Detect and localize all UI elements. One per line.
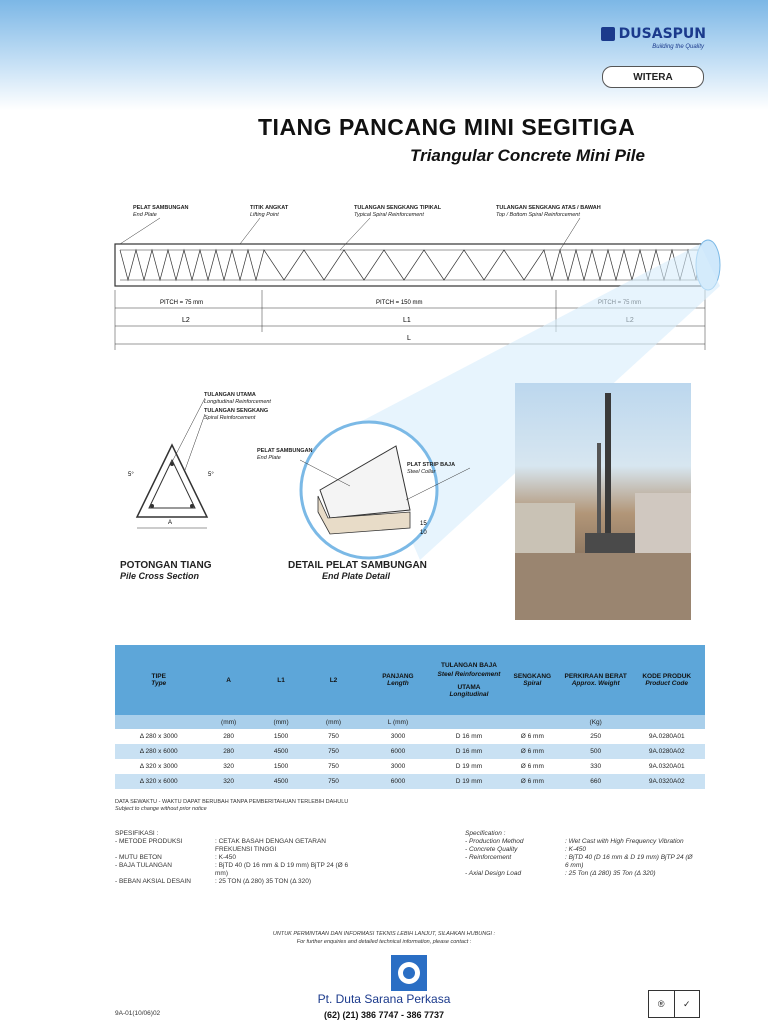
label-typical-spiral: TULANGAN SENGKANG TIPIKAL Typical Spiral Reinforcement — [354, 205, 442, 218]
table-row: Δ 320 x 6000 320 4500 750 6000 D 19 mm Ø 6 mm 660 9A.0320A02 — [115, 774, 705, 789]
dim-left: 5° — [128, 472, 134, 478]
site-photo — [515, 383, 691, 620]
check-icon: ✓ — [682, 998, 691, 1009]
th-length: PANJANG Length — [360, 645, 436, 715]
dim-l: L — [407, 335, 411, 342]
th-longitudinal: TULANGAN BAJA Steel Reinforcement UTAMA Longitudinal — [436, 645, 502, 715]
spec-id-title: SPESIFIKASI : — [115, 830, 159, 837]
page-subtitle: Triangular Concrete Mini Pile — [410, 146, 645, 165]
spec-en-row: - Concrete Quality : K-450 — [465, 846, 586, 853]
brand-name: DUSASPUN — [618, 26, 706, 42]
spec-indonesian — [115, 830, 355, 886]
th-weight: PERKIRAAN BERAT Approx. Weight — [563, 645, 629, 715]
spec-english — [465, 830, 695, 878]
table-row: Δ 280 x 3000 280 1500 750 3000 D 16 mm Ø 6 mm 250 9A.0280A01 — [115, 729, 705, 744]
table-row: Δ 280 x 6000 280 4500 750 6000 D 16 mm Ø 6 mm 500 9A.0280A02 — [115, 744, 705, 759]
spec-en-title: Specification : — [465, 830, 506, 837]
spec-id-row: - MUTU BETON : K-450 — [115, 854, 236, 861]
cross-section-inner — [149, 460, 195, 508]
certification-badges — [648, 990, 700, 1018]
th-spiral: SENGKANG Spiral — [502, 645, 563, 715]
dim-right: 5° — [208, 472, 214, 478]
dim-l1: L1 — [403, 317, 411, 324]
th-l2: L2 — [307, 645, 359, 715]
pitch-left: PITCH = 75 mm — [160, 300, 204, 306]
label-longitudinal: TULANGAN UTAMA Longitudinal Reinforcement — [204, 392, 271, 405]
company-name: Pt. Duta Sarana Perkasa — [317, 992, 451, 1006]
dim-a: A — [168, 520, 173, 526]
dim-l2-left: L2 — [182, 317, 190, 324]
company-phone: (62) (21) 386 7747 - 386 7737 — [323, 1010, 445, 1020]
label-steel-collar: PLAT STRIP BAJA Steel Collar — [407, 462, 456, 475]
product-table — [115, 645, 705, 789]
witera-logo: WITERA — [602, 66, 704, 88]
spec-en-row: - Reinforcement : BjTD 40 (D 16 mm & D 19 mm) BjTP 24 (Ø 6 mm) — [465, 854, 693, 869]
spec-en-row: - Axial Design Load : 25 Ton (Δ 280) 35 Ton (Δ 320) — [465, 870, 656, 877]
registered-icon: ® — [649, 991, 675, 1017]
company-logo-icon — [391, 955, 427, 991]
th-l1: L1 — [255, 645, 307, 715]
spec-id-row: - BEBAN AKSIAL DESAIN : 25 TON (Δ 280) 35 TON (Δ 320) — [115, 878, 311, 885]
caption-cross-section: POTONGAN TIANG Pile Cross Section — [120, 560, 212, 581]
caption-end-plate: DETAIL PELAT SAMBUNGAN End Plate Detail — [288, 560, 427, 581]
disclaimer-note: DATA SEWAKTU - WAKTU DAPAT BERUBAH TANPA PEMBERITAHUAN TERLEBIH DAHULU Subject to change without prior notice — [115, 799, 349, 812]
dim-15: 15 — [420, 521, 427, 527]
th-a: A — [202, 645, 254, 715]
th-code: KODE PRODUK Product Code — [628, 645, 705, 715]
th-type: TIPE Type — [115, 645, 202, 715]
contact-note: UNTUK PERMINTAAN DAN INFORMASI TEKNIS LEBIH LANJUT, SILAHKAN HUBUNGI : For further enquiries and detailed technical information, please contact : — [272, 931, 496, 945]
cross-section-outer — [137, 445, 207, 517]
spec-id-row: - BAJA TULANGAN : BjTD 40 (D 16 mm & D 19 mm) BjTP 24 (Ø 6 mm) — [115, 862, 349, 877]
dim-10: 10 — [420, 530, 427, 536]
label-top-bottom-spiral: TULANGAN SENGKANG ATAS / BAWAH Top / Bottom Spiral Reinforcement — [496, 205, 601, 218]
spec-en-row: - Production Method : Wet Cast with High Frequency Vibration — [465, 838, 684, 845]
label-spiral: TULANGAN SENGKANG Spiral Reinforcement — [204, 408, 269, 421]
spec-id-row: - METODE PRODUKSI : CETAK BASAH DENGAN GETARAN FREKUENSI TINGGI — [115, 838, 327, 853]
label-end-plate: PELAT SAMBUNGAN End Plate — [133, 205, 189, 218]
units-row: (mm) (mm) (mm) L (mm) (Kg) — [115, 715, 705, 729]
brand-tagline: Building the Quality — [652, 44, 704, 50]
pitch-mid: PITCH = 150 mm — [376, 300, 423, 306]
document-number: 9A-01(10/06)02 — [115, 1010, 161, 1017]
page-title: TIANG PANCANG MINI SEGITIGA — [258, 114, 636, 140]
label-end-plate-detail: PELAT SAMBUNGAN End Plate — [257, 448, 313, 461]
label-lifting-point: TITIK ANGKAT Lifting Point — [250, 205, 289, 218]
table-row: Δ 320 x 3000 320 1500 750 3000 D 19 mm Ø 6 mm 330 9A.0320A01 — [115, 759, 705, 774]
